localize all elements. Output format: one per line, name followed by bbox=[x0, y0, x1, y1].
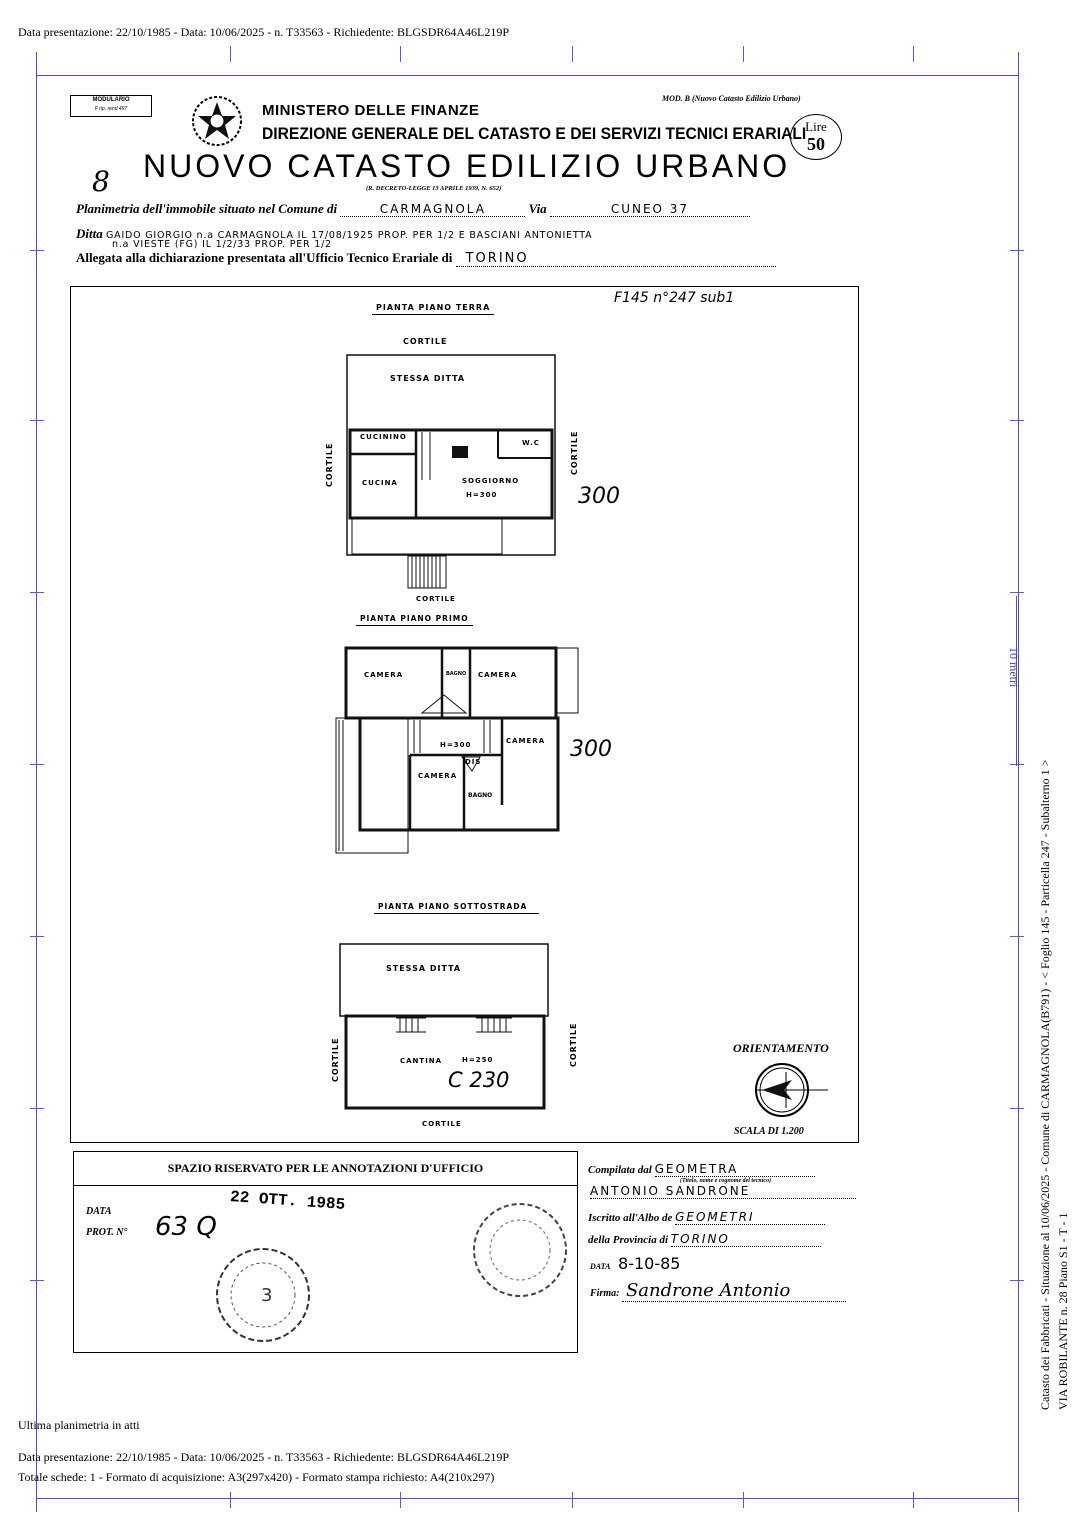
firma-label: Firma: bbox=[590, 1288, 620, 1299]
provincia-value: TORINO bbox=[671, 1232, 821, 1247]
footer-line1: Data presentazione: 22/10/1985 - Data: 10/06/2025 - n. T33563 - Richiedente: BLGSDR64A46L219P bbox=[18, 1450, 510, 1464]
iscritto-value: GEOMETRI bbox=[675, 1210, 825, 1225]
basement-height: H=250 bbox=[462, 1056, 494, 1064]
ground-floor-plan bbox=[330, 350, 590, 590]
ground-cortile-bottom: CORTILE bbox=[416, 595, 456, 603]
first-camera-3: CAMERA bbox=[506, 737, 546, 745]
ground-cortile-left: CORTILE bbox=[325, 442, 334, 487]
ground-height: H=300 bbox=[466, 491, 498, 499]
first-camera-4: CAMERA bbox=[418, 772, 458, 780]
ground-soggiorno: SOGGIORNO bbox=[462, 477, 520, 485]
compilata-value: GEOMETRA bbox=[655, 1162, 815, 1177]
first-dis: DIS bbox=[465, 758, 482, 766]
allegata-label: Allegata alla dichiarazione presentata all'Ufficio Tecnico Erariale di bbox=[76, 250, 453, 265]
basement-title: PIANTA PIANO SOTTOSTRADA bbox=[374, 902, 539, 914]
comune-value: CARMAGNOLA bbox=[340, 202, 525, 217]
office-data-label: DATA bbox=[86, 1206, 112, 1217]
office-title-rule bbox=[73, 1185, 578, 1186]
footer-line2: Totale schede: 1 - Formato di acquisizione: A3(297x420) - Formato stampa richiesto: A4(210x297) bbox=[18, 1470, 495, 1484]
emblem-icon bbox=[190, 92, 244, 150]
basement-cortile-left: CORTILE bbox=[331, 1037, 340, 1082]
frame-right-line bbox=[1018, 52, 1019, 1512]
first-height: H=300 bbox=[440, 741, 472, 749]
first-bagno-1: BAGNO bbox=[446, 671, 467, 677]
ditta-line2: n.a VIESTE (FG) IL 1/2/33 PROP. PER 1/2 bbox=[112, 239, 332, 250]
ditta-line1: GAIDO GIORGIO n.a CARMAGNOLA IL 17/08/1925 PROP. PER 1/2 E BASCIANI ANTONIETTA bbox=[105, 230, 593, 241]
first-camera-1: CAMERA bbox=[364, 671, 404, 679]
basement-hand-height: C 230 bbox=[448, 1068, 510, 1092]
compilata-label: Compilata dal bbox=[588, 1164, 652, 1176]
basement-cortile-right: CORTILE bbox=[569, 1022, 578, 1067]
frame-top-line bbox=[36, 75, 1018, 76]
basement-cantina: CANTINA bbox=[400, 1057, 443, 1065]
lire-label: Lire bbox=[805, 119, 827, 134]
lire-value: 50 bbox=[807, 134, 825, 154]
ground-title: PIANTA PIANO TERRA bbox=[372, 303, 494, 315]
ground-cortile-right: CORTILE bbox=[570, 430, 579, 475]
frame-left-line bbox=[36, 52, 37, 1512]
modulario-box bbox=[70, 95, 152, 117]
mod-label: MOD. B (Nuovo Catasto Edilizio Urbano) bbox=[662, 94, 801, 103]
hand-number: 8 bbox=[92, 165, 110, 198]
scale-bar-label: 10 metri bbox=[1007, 647, 1021, 688]
compass-icon bbox=[752, 1058, 832, 1122]
orientamento-label: ORIENTAMENTO bbox=[733, 1041, 829, 1055]
via-label: Via bbox=[528, 201, 547, 216]
provincia-line bbox=[588, 1232, 821, 1247]
first-bagno-2: BAGNO bbox=[468, 792, 493, 799]
ground-hand-height: 300 bbox=[578, 484, 620, 509]
iscritto-line bbox=[588, 1210, 825, 1225]
svg-text:3: 3 bbox=[261, 1285, 273, 1306]
footer-last-plan: Ultima planimetria in atti bbox=[18, 1418, 140, 1432]
compiler-stamp-icon bbox=[468, 1196, 572, 1304]
ground-stessa-ditta: STESSA DITTA bbox=[390, 374, 466, 383]
side-line2: VIA ROBILANTE n. 28 Piano S1 - T - 1 bbox=[1056, 1212, 1070, 1410]
plan-reference: F145 n°247 sub1 bbox=[614, 290, 735, 306]
compiler-data-label: DATA bbox=[590, 1262, 611, 1271]
first-camera-2: CAMERA bbox=[478, 671, 518, 679]
compiler-name: ANTONIO SANDRONE bbox=[590, 1184, 856, 1199]
modulario-top: MODULARIO bbox=[92, 97, 130, 103]
plan-line bbox=[76, 201, 838, 219]
ufficio-value: TORINO bbox=[456, 251, 776, 267]
firma-value: Sandrone Antonio bbox=[622, 1280, 846, 1302]
decree-label: (R. DECRETO-LEGGE 13 APRILE 1939, N. 652) bbox=[366, 185, 502, 192]
office-title: SPAZIO RISERVATO PER LE ANNOTAZIONI D'UFFICIO bbox=[167, 1161, 484, 1175]
provincia-label: della Provincia di bbox=[588, 1234, 669, 1246]
firma-line bbox=[590, 1280, 846, 1302]
ministry-name: MINISTERO DELLE FINANZE bbox=[262, 102, 480, 119]
plan-label: Planimetria dell'immobile situato nel Comune di bbox=[76, 201, 338, 216]
office-stamp-icon bbox=[205, 1245, 325, 1355]
compilata-line bbox=[588, 1162, 815, 1177]
office-prot-label: PROT. N° bbox=[86, 1227, 128, 1238]
first-title: PIANTA PIANO PRIMO bbox=[356, 614, 473, 626]
office-prot-value: 63 Q bbox=[155, 1212, 217, 1242]
direzione-title: DIREZIONE GENERALE DEL CATASTO E DEI SERVIZI TECNICI ERARIALI bbox=[262, 124, 807, 143]
via-value: CUNEO 37 bbox=[550, 202, 750, 217]
frame-bottom-line bbox=[36, 1498, 1018, 1499]
ground-cucina: CUCINA bbox=[362, 479, 398, 487]
modulario-bottom: F rip. rend 497 bbox=[94, 106, 128, 112]
ground-cortile-top: CORTILE bbox=[403, 337, 448, 346]
header-line: Data presentazione: 22/10/1985 - Data: 10/06/2025 - n. T33563 - Richiedente: BLGSDR64A46L219P bbox=[18, 25, 510, 39]
compiler-data-line bbox=[590, 1254, 680, 1273]
office-date-stamp: 22 OTT. 1985 bbox=[229, 1188, 346, 1214]
compiler-caption: (Titolo, nome e cognome del tecnico) bbox=[680, 1178, 772, 1184]
side-line1: Catasto dei Fabbricati - Situazione al 10/06/2025 - Comune di CARMAGNOLA(B791) - < Foglio 145 - Particella 247 - Subalterno 1 > bbox=[1038, 759, 1052, 1410]
ground-wc: W.C bbox=[522, 439, 540, 447]
compiler-data-value: 8-10-85 bbox=[618, 1254, 681, 1273]
ground-cucinino: CUCININO bbox=[360, 433, 407, 441]
basement-stessa-ditta: STESSA DITTA bbox=[386, 964, 462, 973]
lire-stamp bbox=[790, 114, 842, 160]
form-title: NUOVO CATASTO EDILIZIO URBANO bbox=[143, 148, 791, 184]
ditta-label: Ditta bbox=[76, 226, 103, 241]
scala-label: SCALA DI 1.200 bbox=[734, 1126, 804, 1137]
basement-cortile-bottom: CORTILE bbox=[422, 1120, 462, 1128]
iscritto-label: Iscritto all'Albo de bbox=[588, 1212, 673, 1224]
first-hand-height: 300 bbox=[570, 737, 612, 762]
allegata-line bbox=[76, 250, 776, 267]
